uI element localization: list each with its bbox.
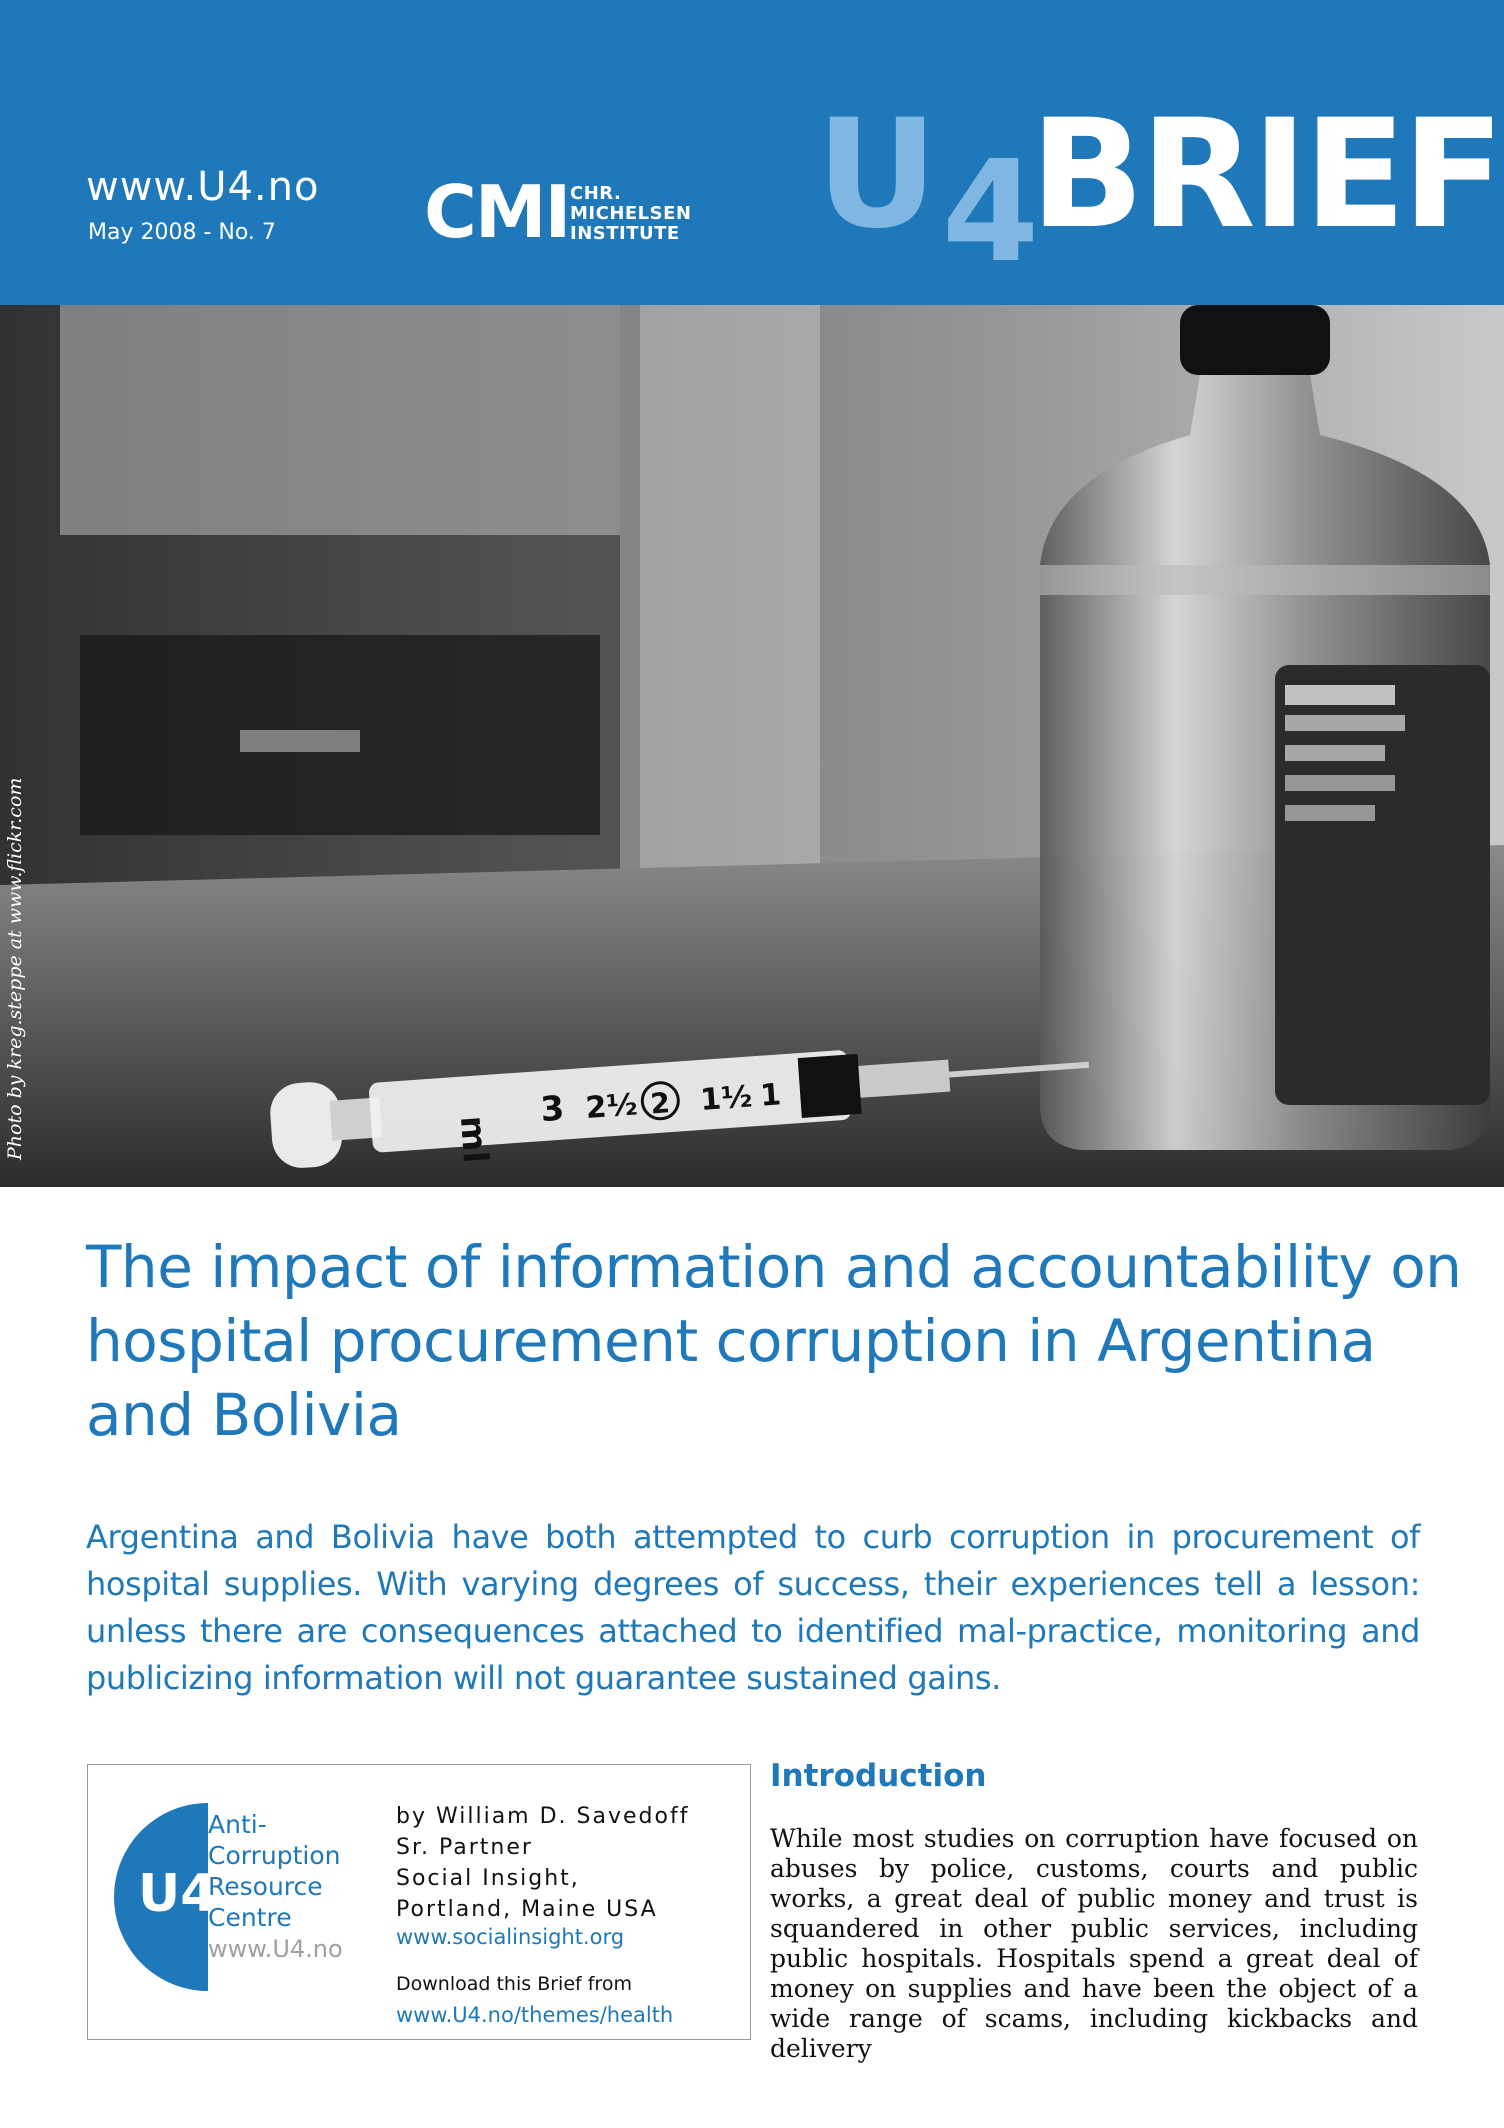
byline-line: by William D. Savedoff [396,1804,690,1829]
introduction-heading: Introduction [770,1758,987,1794]
resource-centre-line: Resource [208,1872,323,1901]
svg-text:3: 3 [539,1088,566,1131]
cmi-name-line: MICHELSEN [570,203,692,224]
resource-centre-name [208,1809,340,1933]
author-byline [396,1801,689,1925]
resource-centre-line: Centre [208,1903,292,1932]
cmi-name-line: CHR. [570,183,622,204]
article-title: The impact of information and accountability on hospital procurement corruption in Argentina and Bolivia [86,1233,1462,1449]
byline-line: Sr. Partner [396,1835,533,1860]
syringe-and-vial-illustration [0,305,1504,1187]
u4-logo-u: U [816,88,938,262]
byline-line: Portland, Maine USA [396,1897,658,1922]
header-band [0,0,1504,305]
cmi-institute-name [570,184,691,244]
u4-logo-4: 4 [941,131,1040,294]
cmi-logo: CMI [424,170,570,254]
introduction-body: While most studies on corruption have focused on abuses by police, customs, courts and public works, a great deal of public money and trust is squandered in other public services, including public hospitals. Hospitals spend a great deal of money on supplies and have been the object of a wide range of scams, including kickbacks and delivery [770,1824,1418,2063]
site-url[interactable]: www.U4.no [86,164,320,210]
photo-credit: Photo by kreg.steppe at www.flickr.com [4,777,26,1160]
svg-text:2½: 2½ [584,1087,639,1126]
resource-centre-url[interactable]: www.U4.no [208,1935,343,1963]
author-website-link[interactable]: www.socialinsight.org [396,1925,625,1949]
resource-centre-line: Corruption [208,1841,341,1870]
svg-text:2: 2 [649,1086,672,1121]
download-label: Download this Brief from [396,1973,632,1995]
byline-line: Social Insight, [396,1866,580,1891]
u4-logo [816,88,1040,294]
u4-logo-text: U4 [138,1864,217,1924]
article-lead: Argentina and Bolivia have both attempted to curb corruption in procurement of hospital supplies. With varying degrees of success, their experiences tell a lesson: unless there are consequences attached to identified mal-practice, monitoring and publicizing information will not guarantee sustained gains. [86,1518,1420,1697]
issue-date: May 2008 - No. 7 [88,220,276,245]
svg-text:1½: 1½ [699,1079,754,1118]
cmi-name-line: INSTITUTE [570,223,680,244]
download-link[interactable]: www.U4.no/themes/health [396,2003,674,2027]
brief-wordmark: BRIEF [1030,88,1501,262]
svg-text:ml: ml [451,1114,496,1165]
author-box [87,1764,751,2040]
cover-photo [0,305,1504,1187]
resource-centre-line: Anti- [208,1810,267,1839]
svg-text:1: 1 [759,1077,783,1114]
